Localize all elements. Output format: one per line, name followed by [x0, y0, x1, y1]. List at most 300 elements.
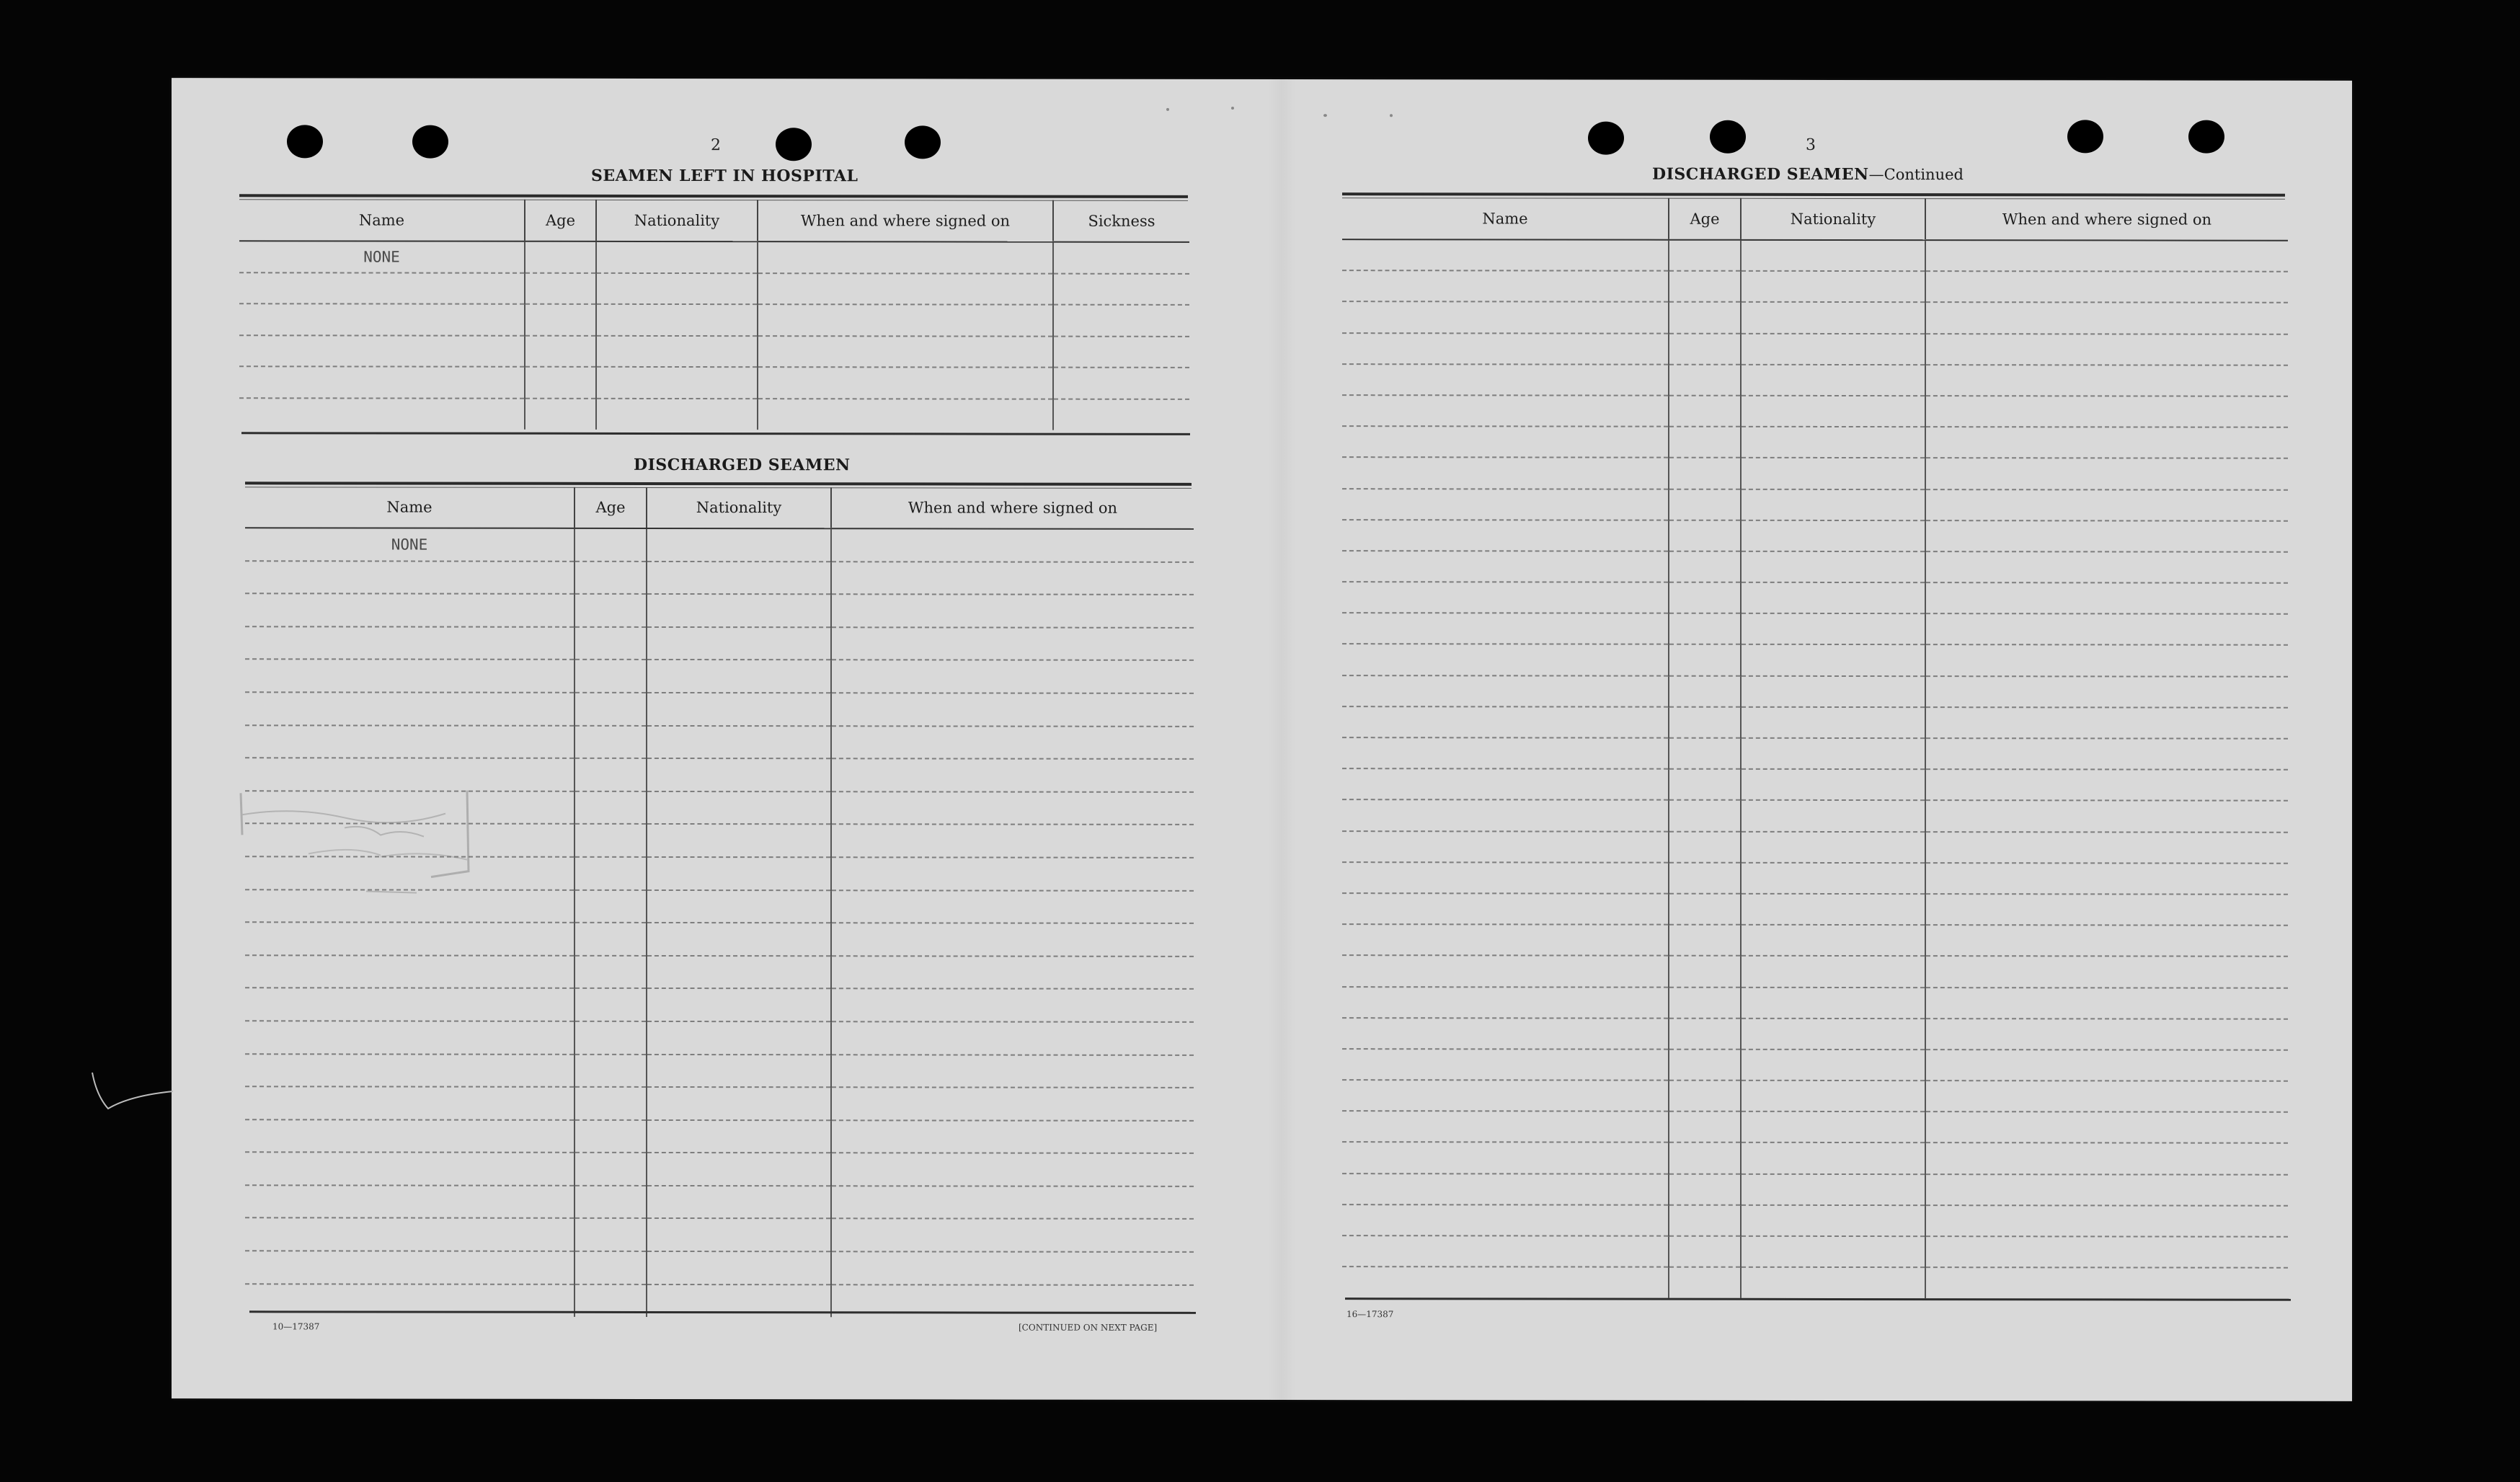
table-cell: [1669, 1112, 1741, 1142]
table-cell: [574, 923, 647, 956]
table-cell: [1925, 738, 2288, 770]
table-cell: [647, 726, 831, 759]
table-row: [1342, 675, 2288, 708]
table-cell: [647, 1186, 831, 1219]
table-cell: [1669, 862, 1741, 893]
table-row: [245, 528, 1194, 562]
table-row: [245, 1251, 1194, 1284]
table-row: [245, 1021, 1194, 1055]
table-cell: [1925, 894, 2288, 926]
table-cell: [245, 922, 574, 955]
speck: [1166, 108, 1169, 111]
table-cell: [1342, 270, 1669, 302]
table-cell: [831, 1055, 1194, 1088]
table-cell: [1925, 302, 2288, 334]
table-cell: [647, 889, 831, 923]
table-cell: [1342, 333, 1669, 365]
table-cell: [647, 988, 831, 1021]
table-cell: [1669, 644, 1741, 675]
table-cell: [525, 241, 596, 273]
table-cell: [1925, 645, 2288, 677]
table-cell: [1741, 333, 1925, 365]
table-cell: [831, 758, 1194, 791]
column-header-age: Age: [525, 200, 596, 241]
table-cell: [1669, 489, 1741, 520]
table-cell: [831, 528, 1194, 562]
table-cell: [647, 857, 831, 890]
table-row: [245, 692, 1194, 726]
table-row: [1342, 737, 2288, 770]
table-row: [239, 303, 1189, 336]
table-cell: [831, 726, 1194, 759]
table-cell: [245, 988, 574, 1021]
table-cell: [831, 1087, 1194, 1120]
table-cell: [1741, 1267, 1925, 1299]
table-row: [239, 241, 1189, 273]
table-cell: [1342, 862, 1669, 894]
table-cell: [574, 889, 647, 923]
table-cell: [1669, 364, 1741, 395]
table-cell: [1342, 520, 1669, 551]
table-cell: [647, 956, 831, 989]
page-fold: [1267, 79, 1296, 1400]
table-cell: [574, 693, 647, 726]
table-cell: [245, 1218, 574, 1251]
table-cell: [1053, 368, 1189, 399]
table-cell: [1925, 988, 2288, 1019]
table-cell: [596, 367, 758, 399]
table-cell: [574, 725, 647, 758]
table-cell: [758, 336, 1053, 368]
speck: [1390, 114, 1393, 117]
table-cell: [647, 1021, 831, 1055]
table-cell: [647, 1087, 831, 1120]
table-cell: [1669, 302, 1741, 333]
table-cell: [1741, 1173, 1925, 1205]
discharged-section-title: DISCHARGED SEAMEN: [634, 455, 851, 475]
table-row: [1342, 1080, 2288, 1112]
table-cell: [1925, 832, 2288, 864]
table-row: [1342, 364, 2288, 396]
table-cell: [1669, 1205, 1741, 1236]
table-cell: [1342, 987, 1669, 1019]
table-cell: [1669, 1173, 1741, 1204]
table-cell: [574, 1120, 647, 1153]
right-title-suffix: —Continued: [1868, 166, 1964, 184]
table-row: [245, 1185, 1194, 1219]
table-cell: [1669, 458, 1741, 489]
table-cell: [758, 399, 1053, 430]
table-cell: [1925, 334, 2288, 365]
table-cell: [245, 1251, 574, 1284]
table-cell: [245, 561, 574, 594]
table-cell: [239, 366, 525, 398]
table-cell: [1741, 1081, 1925, 1112]
table-cell: [1342, 1266, 1669, 1298]
table-cell: [1741, 769, 1925, 801]
column-header-nationality: Nationality: [596, 200, 758, 241]
table-cell: [831, 857, 1194, 890]
table-cell: [1669, 271, 1741, 302]
table-cell: [1925, 676, 2288, 708]
table-cell: [574, 956, 647, 989]
table-cell: [831, 791, 1194, 825]
table-row: [245, 626, 1194, 660]
table-cell: [245, 593, 574, 626]
table-cell: [525, 304, 596, 336]
table-row: [1342, 489, 2288, 521]
table-cell: [1925, 240, 2288, 272]
table-row: [1342, 862, 2288, 895]
table-cell: [1741, 582, 1925, 614]
table-cell: [1669, 956, 1741, 987]
table-cell: [1669, 1142, 1741, 1173]
table-cell: [574, 857, 647, 890]
table-cell: [525, 367, 596, 399]
table-cell: [1741, 302, 1925, 334]
column-header-signed-on: When and where signed on: [1925, 198, 2288, 241]
table-cell: [574, 1218, 647, 1251]
table-row: [1342, 457, 2288, 489]
table-cell: [647, 1218, 831, 1251]
table-cell: [647, 824, 831, 857]
table-cell: [1342, 737, 1669, 769]
table-row: [1342, 955, 2288, 988]
punch-hole: [287, 125, 323, 158]
left-page-number: 2: [711, 136, 721, 155]
table-cell: [1925, 1112, 2288, 1143]
table-cell: [596, 398, 758, 430]
table-cell: [1741, 987, 1925, 1019]
document-sheet: [172, 78, 2352, 1401]
table-row: [1342, 333, 2288, 365]
table-cell: [574, 1054, 647, 1087]
table-cell: [239, 398, 525, 430]
table-cell: [1342, 489, 1669, 520]
table-cell: [596, 335, 758, 367]
table-cell: [1342, 1049, 1669, 1081]
table-row: [1342, 831, 2288, 864]
table-row: [245, 1119, 1194, 1153]
table-cell: [1741, 427, 1925, 458]
table-cell: [1925, 925, 2288, 957]
table-row: [1342, 239, 2288, 272]
table-cell: [1925, 800, 2288, 832]
table-cell: [1925, 365, 2288, 396]
table-cell: [245, 1119, 574, 1153]
table-cell: [831, 562, 1194, 595]
table-row: [245, 1086, 1194, 1120]
table-cell: [1925, 769, 2288, 801]
right-top-rule: [1342, 192, 2285, 197]
column-header-name: Name: [245, 487, 574, 528]
table-cell: [245, 626, 574, 660]
table-cell: [831, 890, 1194, 923]
table-cell: [245, 692, 574, 725]
punch-hole: [2188, 120, 2224, 154]
table-row: [245, 1218, 1194, 1252]
punch-hole: [776, 128, 812, 161]
continued-note: [CONTINUED ON NEXT PAGE]: [1019, 1322, 1158, 1333]
table-cell: [1342, 551, 1669, 582]
table-row: [1342, 800, 2288, 833]
table-cell: [1925, 582, 2288, 614]
table-row: [1342, 520, 2288, 552]
table-row: [245, 660, 1194, 693]
table-cell: [1741, 396, 1925, 427]
table-cell: [1741, 271, 1925, 303]
table-row: [1342, 706, 2288, 739]
table-cell: [1741, 1142, 1925, 1174]
punch-hole: [412, 125, 448, 159]
table-cell: [1342, 457, 1669, 489]
table-cell: [831, 627, 1194, 660]
table-cell: [1741, 1236, 1925, 1268]
table-cell: [1342, 302, 1669, 334]
table-cell: [525, 335, 596, 367]
discharged-top-rule: [245, 482, 1192, 486]
table-cell: [1342, 1235, 1669, 1267]
table-row: [245, 725, 1194, 759]
table-cell: [1342, 1142, 1669, 1174]
table-cell: [831, 1186, 1194, 1219]
table-cell: [1741, 489, 1925, 520]
table-cell: [574, 791, 647, 825]
table-cell: [831, 1219, 1194, 1252]
table-row: [1342, 893, 2288, 926]
table-cell: [1925, 489, 2288, 521]
speck: [1323, 114, 1327, 117]
table-cell: [1669, 738, 1741, 769]
speck: [1231, 107, 1234, 110]
table-cell: [647, 791, 831, 825]
table-cell: [1669, 707, 1741, 738]
column-header-age: Age: [1669, 198, 1741, 240]
table-cell: [574, 1186, 647, 1219]
table-row: [1342, 613, 2288, 645]
table-cell: [1925, 520, 2288, 552]
table-cell: [245, 1054, 574, 1087]
table-cell: [596, 304, 758, 336]
table-row: [245, 1054, 1194, 1088]
table-cell: [574, 1021, 647, 1055]
table-cell: [245, 955, 574, 988]
table-cell: [1741, 863, 1925, 895]
table-row: [1342, 1266, 2288, 1299]
table-cell: [1925, 1205, 2288, 1237]
table-cell: [1669, 396, 1741, 427]
table-cell: [1741, 551, 1925, 583]
table-cell: [574, 528, 647, 562]
punch-hole: [1588, 122, 1624, 155]
table-row: [1342, 1111, 2288, 1143]
table-cell: [1342, 706, 1669, 738]
table-cell: [1342, 1204, 1669, 1236]
table-cell: [1669, 925, 1741, 956]
column-header-nationality: Nationality: [647, 487, 831, 528]
right-title-text: DISCHARGED SEAMEN: [1652, 164, 1869, 185]
table-row: [245, 1153, 1194, 1186]
table-cell: [525, 272, 596, 304]
column-header-sickness: Sickness: [1053, 200, 1189, 242]
table-row: [1342, 1018, 2288, 1050]
table-row: [1342, 1204, 2288, 1237]
table-cell: [831, 660, 1194, 693]
table-cell: [1342, 395, 1669, 427]
table-cell: [1925, 1019, 2288, 1050]
table-cell: [1669, 551, 1741, 582]
table-cell: [1669, 1236, 1741, 1267]
table-cell: [831, 1153, 1194, 1186]
table-cell: [1741, 831, 1925, 863]
table-cell: [647, 758, 831, 791]
table-cell: [1741, 613, 1925, 645]
table-row: [245, 988, 1194, 1022]
table-cell: [1053, 336, 1189, 368]
table-row: [245, 561, 1194, 595]
table-cell: [574, 627, 647, 660]
table-row: [1342, 1235, 2288, 1268]
table-cell: [1342, 644, 1669, 676]
table-cell: [647, 1153, 831, 1186]
table-cell: NONE: [239, 241, 525, 272]
column-header-age: Age: [574, 487, 647, 528]
table-cell: [758, 241, 1053, 273]
table-cell: [1342, 675, 1669, 707]
table-cell: [596, 241, 758, 273]
table-cell: [647, 1251, 831, 1284]
right-bottom-rule: [1345, 1297, 2291, 1301]
table-cell: [574, 1251, 647, 1284]
table-row: [1342, 1142, 2288, 1175]
table-cell: [1342, 768, 1669, 800]
table-cell: [1053, 242, 1189, 274]
table-cell: [1342, 582, 1669, 613]
table-cell: [1741, 365, 1925, 396]
table-cell: [1925, 1236, 2288, 1268]
table-cell: [1669, 427, 1741, 458]
table-cell: [758, 304, 1053, 336]
hospital-section-title: SEAMEN LEFT IN HOSPITAL: [591, 166, 859, 186]
table-cell: [574, 988, 647, 1021]
table-cell: [1741, 956, 1925, 988]
table-row: [1342, 768, 2288, 801]
table-cell: [1741, 644, 1925, 676]
table-cell: [1925, 271, 2288, 303]
table-cell: [1741, 925, 1925, 957]
table-cell: [1925, 1267, 2288, 1299]
table-row: [1342, 302, 2288, 334]
table-row: [239, 366, 1189, 399]
punch-hole: [905, 125, 941, 159]
table-cell: [647, 693, 831, 726]
column-header-nationality: Nationality: [1741, 198, 1925, 240]
table-row: [245, 593, 1194, 627]
table-cell: [1342, 1018, 1669, 1050]
table-cell: [1669, 800, 1741, 831]
table-cell: NONE: [245, 528, 574, 561]
table-cell: [758, 367, 1053, 399]
table-cell: [1669, 613, 1741, 644]
punch-hole: [2067, 120, 2103, 153]
table-cell: [1342, 613, 1669, 644]
table-cell: [1342, 800, 1669, 832]
table-cell: [1741, 240, 1925, 272]
table-cell: [1925, 551, 2288, 583]
table-cell: [647, 562, 831, 595]
table-cell: [245, 1185, 574, 1218]
table-cell: [831, 693, 1194, 726]
table-row: [245, 955, 1194, 989]
table-row: [1342, 987, 2288, 1019]
right-discharged-table: [1342, 198, 2288, 1299]
table-cell: [1669, 240, 1741, 271]
table-cell: [1342, 893, 1669, 925]
table-row: [1342, 924, 2288, 957]
table-cell: [1741, 1112, 1925, 1143]
table-cell: [1741, 894, 1925, 926]
table-cell: [1053, 399, 1189, 430]
table-cell: [1669, 1081, 1741, 1112]
table-cell: [1669, 582, 1741, 613]
table-cell: [1741, 675, 1925, 707]
table-cell: [1925, 863, 2288, 895]
table-cell: [831, 956, 1194, 989]
table-row: [239, 398, 1189, 430]
table-cell: [1925, 396, 2288, 427]
table-cell: [1669, 1267, 1741, 1298]
table-cell: [1741, 707, 1925, 739]
table-cell: [1669, 987, 1741, 1018]
column-header-name: Name: [1342, 198, 1669, 240]
hospital-table: [239, 199, 1189, 430]
table-row: [1342, 270, 2288, 303]
table-cell: [1741, 1018, 1925, 1050]
table-cell: [831, 923, 1194, 956]
table-cell: [1342, 1111, 1669, 1142]
table-cell: [245, 1153, 574, 1186]
table-cell: [245, 725, 574, 758]
table-cell: [1925, 613, 2288, 645]
table-row: [1342, 644, 2288, 677]
table-cell: [831, 1251, 1194, 1284]
column-header-signed-on: When and where signed on: [758, 200, 1053, 242]
table-cell: [831, 1021, 1194, 1055]
table-cell: [1741, 520, 1925, 551]
left-footer-code: 10—17387: [272, 1321, 320, 1332]
table-cell: [1741, 800, 1925, 832]
table-cell: [1669, 333, 1741, 364]
table-row: [1342, 426, 2288, 458]
table-cell: [1053, 305, 1189, 337]
table-row: [239, 335, 1189, 368]
table-cell: [1053, 273, 1189, 305]
table-row: [1342, 395, 2288, 427]
table-cell: [647, 660, 831, 693]
table-cell: [245, 660, 574, 693]
table-cell: [1741, 1205, 1925, 1237]
table-row: [1342, 582, 2288, 614]
table-cell: [1925, 1174, 2288, 1206]
table-cell: [1669, 675, 1741, 706]
table-cell: [1342, 924, 1669, 956]
table-cell: [525, 398, 596, 430]
table-cell: [239, 272, 525, 304]
faint-stamp-mark: [236, 784, 539, 915]
table-row: [245, 922, 1194, 956]
table-row: [1342, 551, 2288, 583]
table-cell: [647, 594, 831, 627]
